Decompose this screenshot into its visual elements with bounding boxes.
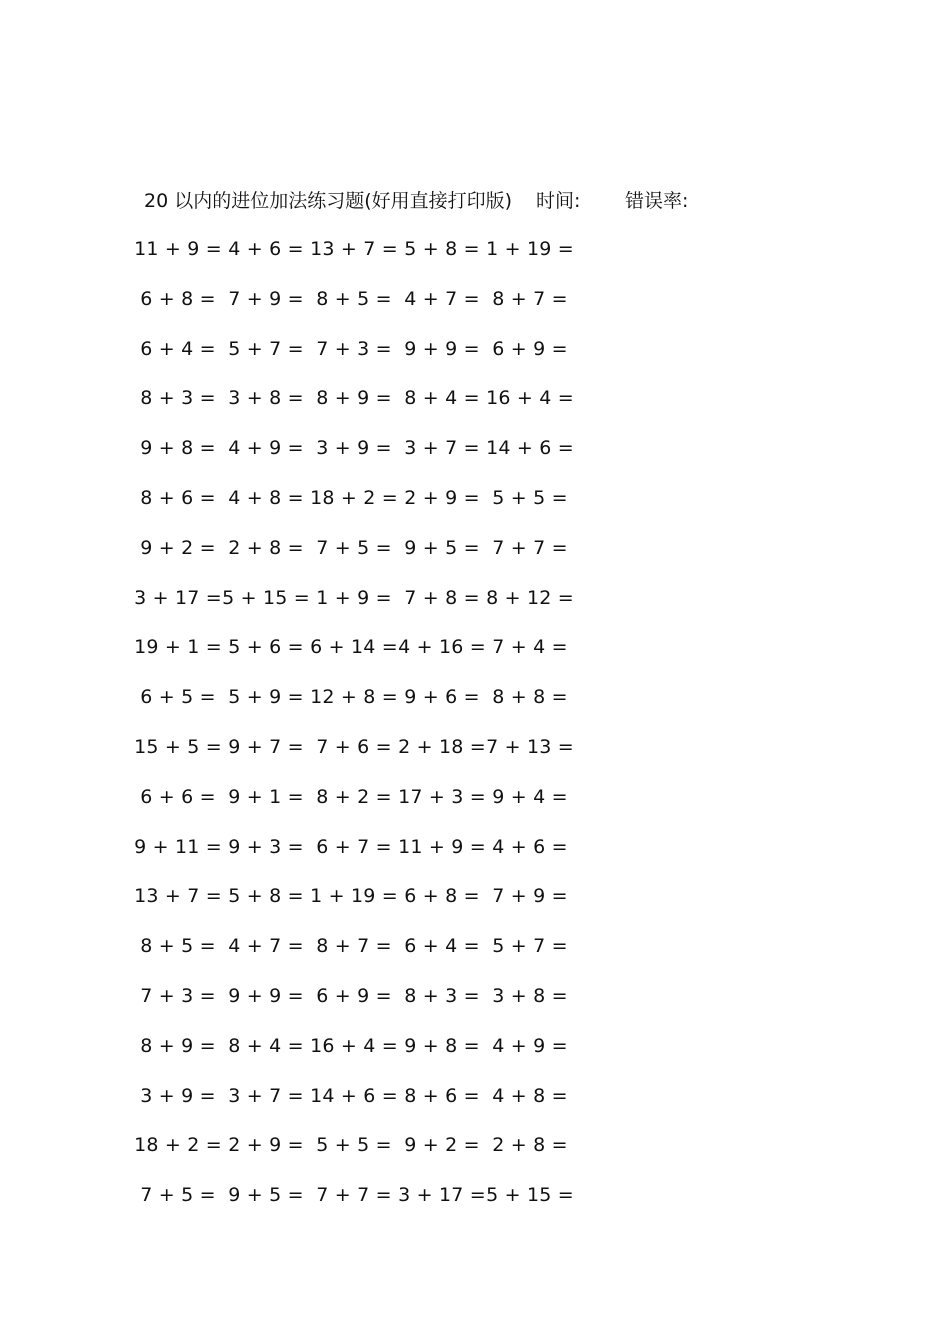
- problem-row: [132, 432, 602, 482]
- addition-problem: 9 + 2 =: [404, 1134, 480, 1157]
- addition-problem: 2 + 9 =: [404, 486, 480, 509]
- addition-problem: 12 + 8 =: [310, 686, 398, 709]
- addition-problem: 3 + 17 =: [134, 586, 222, 609]
- addition-problem: 5 + 15 =: [222, 586, 310, 609]
- addition-problem: 4 + 7 =: [228, 935, 304, 958]
- problem-grid: [132, 233, 602, 1229]
- addition-problem: 8 + 12 =: [486, 586, 574, 609]
- addition-problem: 8 + 3 =: [404, 984, 480, 1007]
- addition-problem: 8 + 9 =: [140, 1034, 216, 1057]
- addition-problem: 8 + 7 =: [492, 287, 568, 310]
- addition-problem: 2 + 8 =: [492, 1134, 568, 1157]
- addition-problem: 8 + 4 =: [404, 387, 480, 410]
- addition-problem: 6 + 7 =: [316, 835, 392, 858]
- addition-problem: 4 + 8 =: [228, 486, 304, 509]
- addition-problem: 8 + 7 =: [316, 935, 392, 958]
- time-label: 时间:: [536, 190, 581, 212]
- problem-row: [132, 1030, 602, 1080]
- addition-problem: 6 + 9 =: [492, 337, 568, 360]
- addition-problem: 18 + 2 =: [310, 486, 398, 509]
- addition-problem: 4 + 9 =: [492, 1034, 568, 1057]
- problem-row: [132, 582, 602, 632]
- addition-problem: 2 + 8 =: [228, 536, 304, 559]
- addition-problem: 9 + 2 =: [140, 536, 216, 559]
- problem-row: [132, 831, 602, 881]
- problem-row: [132, 731, 602, 781]
- addition-problem: 1 + 9 =: [316, 586, 392, 609]
- addition-problem: 13 + 7 =: [310, 238, 398, 260]
- problem-row: [132, 930, 602, 980]
- addition-problem: 18 + 2 =: [134, 1134, 222, 1157]
- addition-problem: 11 + 9 =: [134, 238, 222, 260]
- addition-problem: 6 + 4 =: [140, 337, 216, 360]
- addition-problem: 9 + 6 =: [404, 686, 480, 709]
- addition-problem: 6 + 6 =: [140, 785, 216, 808]
- addition-problem: 14 + 6 =: [486, 437, 574, 460]
- addition-problem: 9 + 5 =: [228, 1184, 304, 1207]
- addition-problem: 9 + 9 =: [404, 337, 480, 360]
- problem-row: [132, 631, 602, 681]
- problem-row: [132, 233, 602, 283]
- addition-problem: 3 + 9 =: [140, 1084, 216, 1107]
- addition-problem: 9 + 8 =: [404, 1034, 480, 1057]
- addition-problem: 4 + 9 =: [228, 437, 304, 460]
- addition-problem: 16 + 4 =: [310, 1034, 398, 1057]
- addition-problem: 5 + 7 =: [228, 337, 304, 360]
- addition-problem: 16 + 4 =: [486, 387, 574, 410]
- problem-row: [132, 781, 602, 831]
- addition-problem: 6 + 8 =: [404, 885, 480, 908]
- addition-problem: 5 + 7 =: [492, 935, 568, 958]
- addition-problem: 7 + 9 =: [492, 885, 568, 908]
- addition-problem: 1 + 19 =: [310, 885, 398, 908]
- addition-problem: 8 + 8 =: [492, 686, 568, 709]
- addition-problem: 5 + 5 =: [492, 486, 568, 509]
- addition-problem: 6 + 14 =: [310, 636, 398, 659]
- error-rate-label: 错误率:: [625, 190, 689, 212]
- problem-row: [132, 1129, 602, 1179]
- worksheet-header: [144, 186, 844, 216]
- addition-problem: 1 + 19 =: [486, 238, 574, 260]
- problem-row: [132, 980, 602, 1030]
- addition-problem: 5 + 5 =: [316, 1134, 392, 1157]
- addition-problem: 7 + 4 =: [492, 636, 568, 659]
- addition-problem: 7 + 6 =: [316, 735, 392, 758]
- addition-problem: 8 + 5 =: [316, 287, 392, 310]
- addition-problem: 7 + 5 =: [140, 1184, 216, 1207]
- addition-problem: 2 + 18 =: [398, 735, 486, 758]
- addition-problem: 13 + 7 =: [134, 885, 222, 908]
- problem-row: [132, 283, 602, 333]
- addition-problem: 8 + 4 =: [228, 1034, 304, 1057]
- addition-problem: 7 + 8 =: [404, 586, 480, 609]
- addition-problem: 8 + 3 =: [140, 387, 216, 410]
- addition-problem: 9 + 8 =: [140, 437, 216, 460]
- addition-problem: 3 + 7 =: [228, 1084, 304, 1107]
- addition-problem: 4 + 6 =: [228, 238, 304, 260]
- problem-row: [132, 1179, 602, 1229]
- addition-problem: 3 + 17 =: [398, 1184, 486, 1207]
- addition-problem: 15 + 5 =: [134, 735, 222, 758]
- problem-row: [132, 681, 602, 731]
- addition-problem: 5 + 8 =: [228, 885, 304, 908]
- addition-problem: 7 + 7 =: [492, 536, 568, 559]
- addition-problem: 7 + 3 =: [316, 337, 392, 360]
- addition-problem: 14 + 6 =: [310, 1084, 398, 1107]
- addition-problem: 5 + 15 =: [486, 1184, 574, 1207]
- addition-problem: 6 + 9 =: [316, 984, 392, 1007]
- addition-problem: 5 + 9 =: [228, 686, 304, 709]
- problem-row: [132, 532, 602, 582]
- addition-problem: 5 + 6 =: [228, 636, 304, 659]
- addition-problem: 2 + 9 =: [228, 1134, 304, 1157]
- addition-problem: 3 + 8 =: [492, 984, 568, 1007]
- addition-problem: 17 + 3 =: [398, 785, 486, 808]
- addition-problem: 6 + 8 =: [140, 287, 216, 310]
- addition-problem: 3 + 7 =: [404, 437, 480, 460]
- addition-problem: 7 + 3 =: [140, 984, 216, 1007]
- addition-problem: 9 + 9 =: [228, 984, 304, 1007]
- addition-problem: 8 + 5 =: [140, 935, 216, 958]
- addition-problem: 8 + 2 =: [316, 785, 392, 808]
- addition-problem: 9 + 1 =: [228, 785, 304, 808]
- problem-row: [132, 382, 602, 432]
- addition-problem: 4 + 8 =: [492, 1084, 568, 1107]
- problem-row: [132, 333, 602, 383]
- addition-problem: 9 + 4 =: [492, 785, 568, 808]
- addition-problem: 3 + 8 =: [228, 387, 304, 410]
- addition-problem: 9 + 5 =: [404, 536, 480, 559]
- addition-problem: 5 + 8 =: [404, 238, 480, 260]
- worksheet-title: 20 以内的进位加法练习题(好用直接打印版): [144, 190, 513, 212]
- addition-problem: 4 + 6 =: [492, 835, 568, 858]
- addition-problem: 9 + 11 =: [134, 835, 222, 858]
- addition-problem: 7 + 7 =: [316, 1184, 392, 1207]
- addition-problem: 9 + 7 =: [228, 735, 304, 758]
- addition-problem: 8 + 9 =: [316, 387, 392, 410]
- addition-problem: 4 + 16 =: [398, 636, 486, 659]
- addition-problem: 6 + 5 =: [140, 686, 216, 709]
- addition-problem: 4 + 7 =: [404, 287, 480, 310]
- addition-problem: 7 + 13 =: [486, 735, 574, 758]
- addition-problem: 9 + 3 =: [228, 835, 304, 858]
- addition-problem: 7 + 9 =: [228, 287, 304, 310]
- addition-problem: 3 + 9 =: [316, 437, 392, 460]
- addition-problem: 6 + 4 =: [404, 935, 480, 958]
- addition-problem: 11 + 9 =: [398, 835, 486, 858]
- addition-problem: 8 + 6 =: [140, 486, 216, 509]
- addition-problem: 19 + 1 =: [134, 636, 222, 659]
- problem-row: [132, 880, 602, 930]
- addition-problem: 8 + 6 =: [404, 1084, 480, 1107]
- problem-row: [132, 1080, 602, 1130]
- addition-problem: 7 + 5 =: [316, 536, 392, 559]
- problem-row: [132, 482, 602, 532]
